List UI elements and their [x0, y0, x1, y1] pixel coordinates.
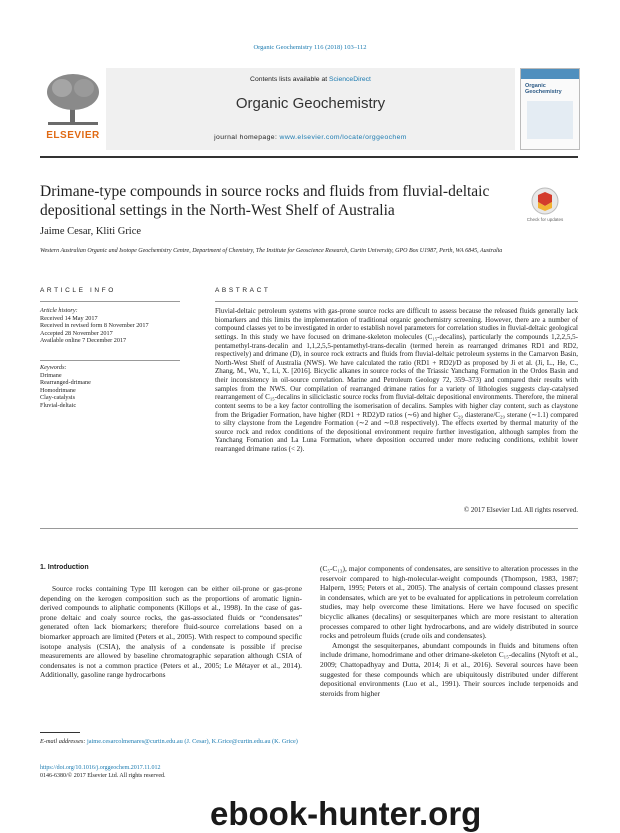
keyword: Fluvial-deltaic — [40, 401, 77, 409]
intro-paragraph-1: Source rocks containing Type III kerogen can be either oil-prone or gas-prone depending on the kerogen composition such as the proportions of aromatic lignin-derived compounds to aliphatic components (Killops et al., 1998). In the case of gas-prone deltaic and coaly source rocks, the gas-associated fluids or “condensates” generated often lack biomarkers; therefore fluid-source correlations based on a biomarker approach are limited (Peters et al., 2005). With respect to compound specific isotope analysis (CSIA), the analysis of a condensate is possible if precise measurements are allowed by baseline chromatographic separation although CSIA of condensates is not a common practice (Peters et al., 2005; Le Métayer et al., 2014). Additionally, gasoline range hydrocarbons — [40, 584, 302, 680]
keywords-label: Keywords: — [40, 364, 67, 371]
journal-citation[interactable]: Organic Geochemistry 116 (2018) 103–112 — [253, 44, 367, 51]
sciencedirect-link[interactable]: ScienceDirect — [329, 76, 371, 83]
journal-cover-thumbnail — [520, 68, 580, 150]
keyword: Rearranged-drimane — [40, 379, 91, 387]
intro-paragraph-2: (C₅-C₁₃), major components of condensates, are sensitive to alteration processes in the reservoir compared to high-molecular-weight compounds (Thompson, 1983, 1987; Halpern, 1995; Peters et al., 2005). The analysis of certain compound classes present in condensates, which are yet to be evaluated for applications in petroleum correlation studies, may help overcome these limitations. Here we have focused on specific bicyclic alkanes (decalins) or sesquiterpanes which are more resistant to alteration processes compared to other light hydrocarbons, and are widely distributed in source rocks and petroleum fluids (crude oils and condensates). — [320, 564, 578, 641]
header-divider — [40, 156, 578, 158]
watermark: ebook-hunter.org — [210, 795, 482, 832]
keywords — [40, 364, 180, 410]
journal-name: Organic Geochemistry — [235, 95, 386, 112]
affiliation: Western Australian Organic and Isotope Geochemistry Centre, Department of Chemistry, The Institute for Geoscience Research, Curtin University, GPO Box U1987, Perth, WA 6845, Australia — [40, 248, 503, 254]
abstract-copyright: © 2017 Elsevier Ltd. All rights reserved. — [463, 506, 578, 514]
history-item: Available online 7 December 2017 — [40, 337, 127, 345]
check-for-updates-label[interactable]: Check for updates — [526, 217, 564, 222]
history-label: Article history: — [40, 307, 78, 314]
article-info-rule — [40, 301, 180, 302]
contents-prefix: Contents lists available at — [250, 76, 330, 83]
journal-homepage — [106, 134, 515, 141]
keyword: Clay-catalysis — [40, 394, 76, 402]
cover-image — [527, 101, 573, 139]
history-item: Accepted 28 November 2017 — [40, 329, 113, 337]
history-item: Received in revised form 8 November 2017 — [40, 322, 149, 330]
article-title: Drimane-type compounds in source rocks and fluids from fluvial-deltaic depositional settings in the North-West Shelf of Australia — [40, 183, 490, 219]
email-addresses[interactable]: jaime.cesarcolmenares@curtin.edu.au (J. Cesar), K.Grice@curtin.edu.au (K. Grice) — [87, 738, 298, 745]
homepage-prefix: journal homepage: — [214, 134, 280, 141]
check-for-updates-icon[interactable] — [530, 186, 560, 216]
keyword: Homodrimane — [40, 386, 76, 394]
abstract-text: Fluvial-deltaic petroleum systems with gas-prone source rocks are difficult to assess because the released fluids generally lack biomarkers and this limits the implementation of traditional organic geochemistry screening. However, there are a number of compound classes yet to be investigated in order to establish novel parameters for correlation studies in fluvial-deltaic geological settings. In this study we have focused on drimane-skeleton molecules (C₁₅-decalins), particularly the compounds 1,2,2,5,5-pentamethyl-trans-decalin and 1,1,2,5,5-pentamethyl-trans-decalin (termed herein as rearranged drimanes RD1 and RD2, respectively) and drimane (D), in source rock extracts and fluids from fluvial-deltaic petroleum systems in the Carnarvon Basin, North-West Shelf of Australia (NWS). We have calculated the ratio (RD1 + RD2)/D as proposed by Ji et al. (Ji, L., He, C., Zhang, M., Wu, Y., Li, X. [2016]. Bicyclic alkanes in source rocks of the Triassic Yanchang Formation in the Ordos Basin and their inconsistency in oil-source correlation. Marine and Petroleum Geology 72, 359–373) and compared their results with samples from the NWS. Our compilation of rearranged drimane ratios for a variety of lithologies suggests clay-catalysed rearrangement of C₁₅-decalins in siliciclastic source rocks from fluvial-deltaic depositional environments. Therefore, the mineral content seems to be a key factor controlling the isomerisation of decalins. Samples with higher clay content, such as claystone from the Brigadier Formation, have higher (RD1 + RD2)/D ratios (∼6) and higher C₂₉ diasterane/C₂₉ sterane (∼1.1) compared to silty claystone from the Legendre Formation (∼2 and ∼0.8 respectively). The effects exerted by thermal maturity of the source rock and redox conditions of the depositional environment require further investigation, although samples from the Yanchang Fomation and La Luna Formation, where deposition occurred under more reducing conditions, exhibit lower rearranged drimane ratios (< 2). — [215, 307, 578, 453]
publisher-name: ELSEVIER — [46, 130, 100, 141]
issn-line: 0146-6380/© 2017 Elsevier Ltd. All rights reserved. — [40, 773, 166, 779]
homepage-link[interactable]: www.elsevier.com/locate/orggeochem — [279, 134, 407, 141]
keyword: Drimane — [40, 371, 62, 379]
doi-block — [40, 764, 302, 780]
contents-line — [106, 76, 515, 83]
abstract-rule — [215, 301, 578, 302]
intro-paragraph-3: Amongst the sesquiterpanes, abundant compounds in fluids and bitumens often include drimane, homodrimane and other drimane-skeleton C₁₅-decalins (Nytoft et al., 2009; Chattopadhyay and Dutta, 2014; Ji et al., 2016). Several sources have been suggested for these compounds which are ubiquitously distributed under different depositional environments (Luo et al., 1991). Their sources include terpenoids and steroids from higher — [320, 640, 578, 698]
abstract-heading: ABSTRACT — [215, 287, 271, 294]
history-item: Received 14 May 2017 — [40, 314, 98, 322]
article-info-heading: ARTICLE INFO — [40, 287, 116, 294]
article-history — [40, 307, 180, 345]
cover-banner — [521, 69, 579, 79]
keywords-rule — [40, 360, 180, 361]
doi-link[interactable]: https://doi.org/10.1016/j.orggeochem.2017.11.012 — [40, 765, 161, 771]
email-footnote — [40, 738, 302, 746]
authors: Jaime Cesar, Kliti Grice — [40, 226, 142, 237]
footnote-label: E-mail addresses: — [40, 738, 87, 745]
abstract-bottom-rule — [40, 528, 578, 529]
intro-column-2 — [320, 564, 578, 698]
footnote-rule — [40, 732, 80, 733]
section-heading-introduction: 1. Introduction — [40, 564, 89, 571]
cover-title: Organic Geochemistry — [525, 83, 562, 95]
